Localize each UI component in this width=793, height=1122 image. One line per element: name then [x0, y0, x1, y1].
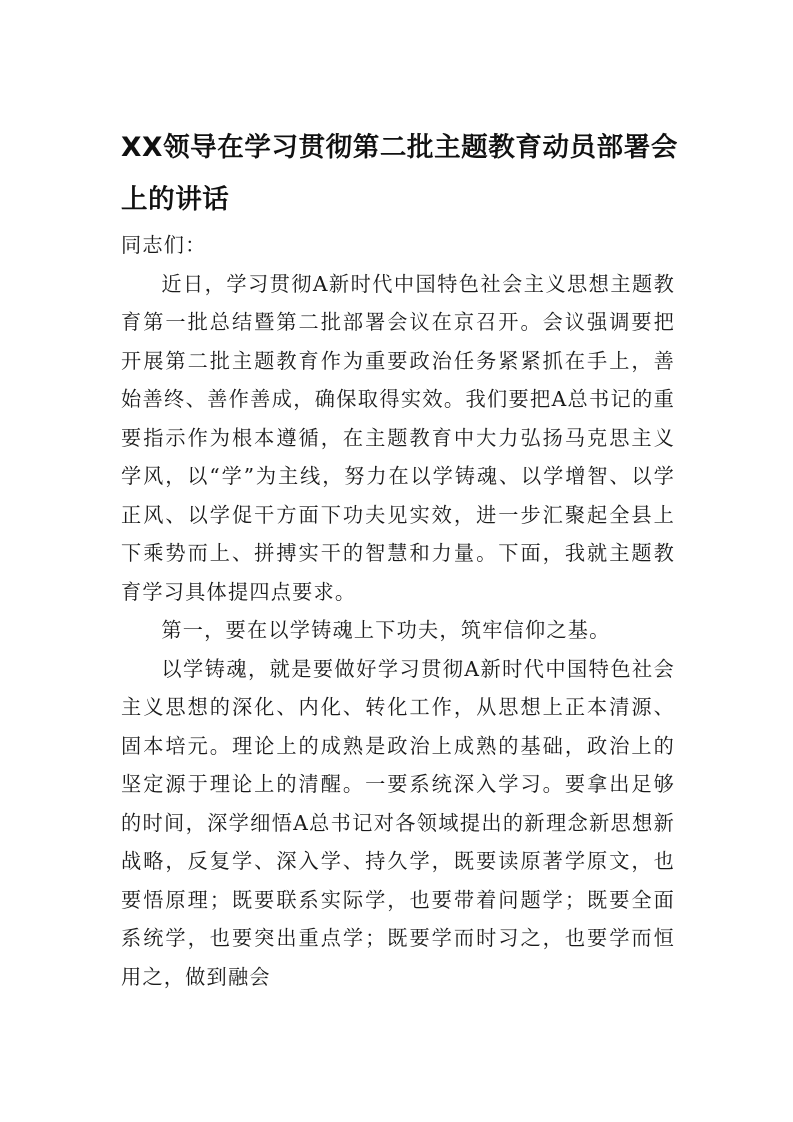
paragraph-intro: 近日，学习贯彻A新时代中国特色社会主义思想主题教育第一批总结暨第二批部署会议在京召开。会议强调要把开展第二批主题教育作为重要政治任务紧紧抓在手上，善始善终、善作善成，确保取得实效。我们要把A总书记的重要指示作为根本遵循，在主题教育中大力弘扬马克思主义学风，以“学”为主线，努力在以学铸魂、以学增智、以学正风、以学促干方面下功夫见实效，进一步汇聚起全县上下乘势而上、拼搏实干的智慧和力量。下面，我就主题教育学习具体提四点要求。 — [121, 271, 675, 604]
document-body — [121, 226, 675, 996]
salutation: 同志们： — [121, 233, 207, 257]
paragraph-heading-first: 第一，要在以学铸魂上下功夫，筑牢信仰之基。 — [161, 618, 611, 642]
document-title: XX领导在学习贯彻第二批主题教育动员部署会上的讲话 — [121, 132, 678, 215]
paragraph-body: 以学铸魂，就是要做好学习贯彻A新时代中国特色社会主义思想的深化、内化、转化工作，从思想上正本清源、固本培元。理论上的成熟是政治上成熟的基础，政治上的坚定源于理论上的清醒。一要系统深入学习。要拿出足够的时间，深学细悟A总书记对各领域提出的新理念新思想新战略，反复学、深入学、持久学，既要读原著学原文，也要悟原理；既要联系实际学，也要带着问题学；既要全面系统学，也要突出重点学；既要学而时习之，也要学而恒用之，做到融会 — [121, 656, 675, 989]
